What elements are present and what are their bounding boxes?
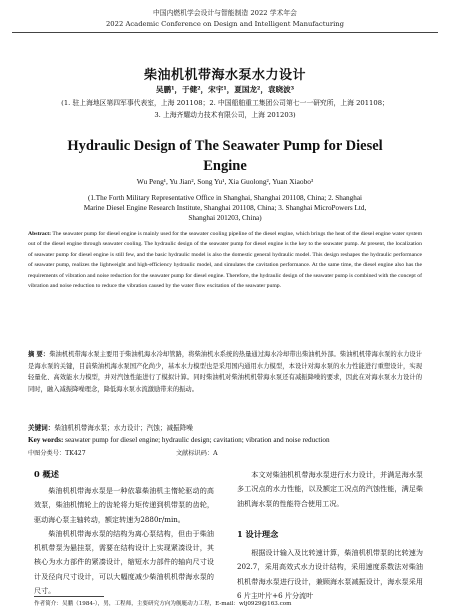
right-column-intro — [237, 468, 423, 511]
clc-value: TK427 — [65, 450, 86, 457]
left-column — [34, 484, 214, 598]
intro-paragraph: 本文对柴油机机带海水泵进行水力设计，并满足海水泵多工况点的水力性能，以及额定工况点的汽蚀性能，满足柴油机海水泵的性能符合使用工况。 — [237, 470, 423, 508]
abstract-text: The seawater pump for diesel engine is mainly used for the seawater cooling pipeline of the diesel engine, which brings the heat of the diesel engine water system out of the diesel engine through seawater cooling. The hydraulic design of the seawater pump for diesel engine is the key to the seawater pump. At present, the localization of seawater pump for diesel engine is still few, and the basic hydraulic model is also the domestic general hydraulic model. This design reshapes the hydraulic performance of seawater pump, realizes the lightweight and high-efficiency hydraulic model, and simulates the cavitation performance. At the same time, the diesel engine also has the requirements of vibration and noise reduction for the seawater pump for diesel engine. Therefore, the hydraulic design of the seawater pump is combined with the concept of vibration and noise reduction to reduce the vibration caused by the water flow excitation of the seawater pump. — [28, 231, 422, 290]
cn-keywords-text: 柴油机机带海水泵；水力设计；汽蚀；减振降噪 — [54, 424, 193, 432]
doc-code-value: A — [213, 450, 218, 457]
en-keywords — [28, 435, 422, 445]
footnote-divider — [34, 596, 104, 597]
cn-abstract-label: 摘 要： — [28, 351, 50, 358]
author-footnote: 作者简介：吴鹏（1984-），男，工程师，主要研究方向为舰艇动力工程，E-mail：wlj0929@163.com — [34, 601, 292, 607]
cn-affiliation-line1: (1. 驻上海地区第四军事代表室，上海 201108；2. 中国船舶重工集团公司第七一一研究所，上海 201108； — [61, 99, 389, 107]
section-0-heading: 0 概述 — [34, 469, 59, 479]
en-title-line2: Engine — [203, 158, 247, 174]
right-column-section-1 — [237, 546, 423, 603]
clc-label: 中图分类号： — [28, 450, 66, 457]
english-abstract — [28, 229, 422, 291]
cn-affiliation-line2: 3. 上海齐耀动力技术有限公司，上海 201203) — [154, 111, 296, 119]
en-affiliation-line2: Marine Diesel Engine Research Institute, Shanghai 201108, China; 3. Shanghai MicroPowers Ltd, — [83, 204, 367, 212]
header-divider — [12, 32, 438, 33]
cn-authors: 吴鹏¹，于健²，宋宇¹，夏国龙²，袁晓波³ — [155, 85, 295, 94]
section-0-paragraph-1: 柴油机机带海水泵是一种依靠柴油机主惰轮驱动的高效泵，柴油机惰轮上的齿轮将力矩传递到机带泵的齿轮，驱动海心泵主轴转动，额定转速为2880r/min。 — [34, 486, 214, 524]
document-code — [176, 448, 218, 457]
abstract-label: Abstract: — [28, 231, 52, 237]
en-keywords-text: seawater pump for diesel engine; hydraulic design; cavitation; vibration and noise reduction — [65, 436, 330, 444]
cn-keywords — [28, 423, 422, 433]
en-affiliation-line3: Shanghai 201203, China) — [188, 214, 262, 222]
conference-header-cn: 中国内燃机学会设计与智能制造 2022 学术年会 — [153, 9, 297, 17]
cn-title: 柴油机机带海水泵水力设计 — [143, 68, 306, 83]
conference-header-en: 2022 Academic Conference on Design and Intelligent Manufacturing — [105, 20, 344, 28]
cn-abstract-text: 柴油机机带海水泵主要用于柴油机海水冷却管路，将柴油机水系统的热量通过海水冷却带出柴油机外部。柴油机机带海水泵的水力设计是海水泵的关键，目前柴油机海水泵国产化尚少，基本水力模型也是采用国内通用水力模型，本设计对海水泵的水力性能进行重塑设计，实现轻量化、高效能水力模型，并对汽蚀性能进行了模拟计算。同时柴油机对柴油机机带海水泵还有减振降噪的要求，因此在对海水泵水力设计的同时，融入减振降噪理念，降低海水泵水流激励带来的振动。 — [28, 351, 423, 393]
en-authors: Wu Peng¹, Yu Jian², Song Yu¹, Xia Guolong², Yuan Xiaobo³ — [136, 177, 314, 186]
en-affiliation-line1: (1.The Forth Military Representative Office in Shanghai, Shanghai 201108, China; 2. Shanghai — [87, 194, 363, 202]
clc-number — [28, 448, 86, 457]
chinese-abstract — [28, 349, 422, 395]
section-0-paragraph-2: 柴油机机带海水泵的结构为离心泵结构，但由于柴油机机带泵为悬挂泵，需要在结构设计上实现紧凑设计，其核心为水力部件的紧凑设计，缩短水力部件的轴向尺寸设计及径向尺寸设计，可以大幅度减少柴油机机带海水泵的尺寸。 — [34, 528, 214, 596]
doc-code-label: 文献标识码： — [176, 450, 214, 457]
en-title-line1: Hydraulic Design of The Seawater Pump for Diesel — [67, 138, 383, 154]
cn-keywords-label: 关键词： — [28, 424, 55, 432]
section-1-paragraph: 根据设计输入及比转速计算，柴油机机带泵的比转速为 202.7，采用高效式水力设计结构，采用速度系数法对柴油机机带海水泵进行设计，兼顾海水泵减振设计，海水泵采用 6 片主叶片+6 片分流叶 — [237, 548, 423, 600]
en-keywords-label: Key words: — [28, 436, 64, 444]
section-1-heading: 1 设计理念 — [237, 529, 279, 539]
